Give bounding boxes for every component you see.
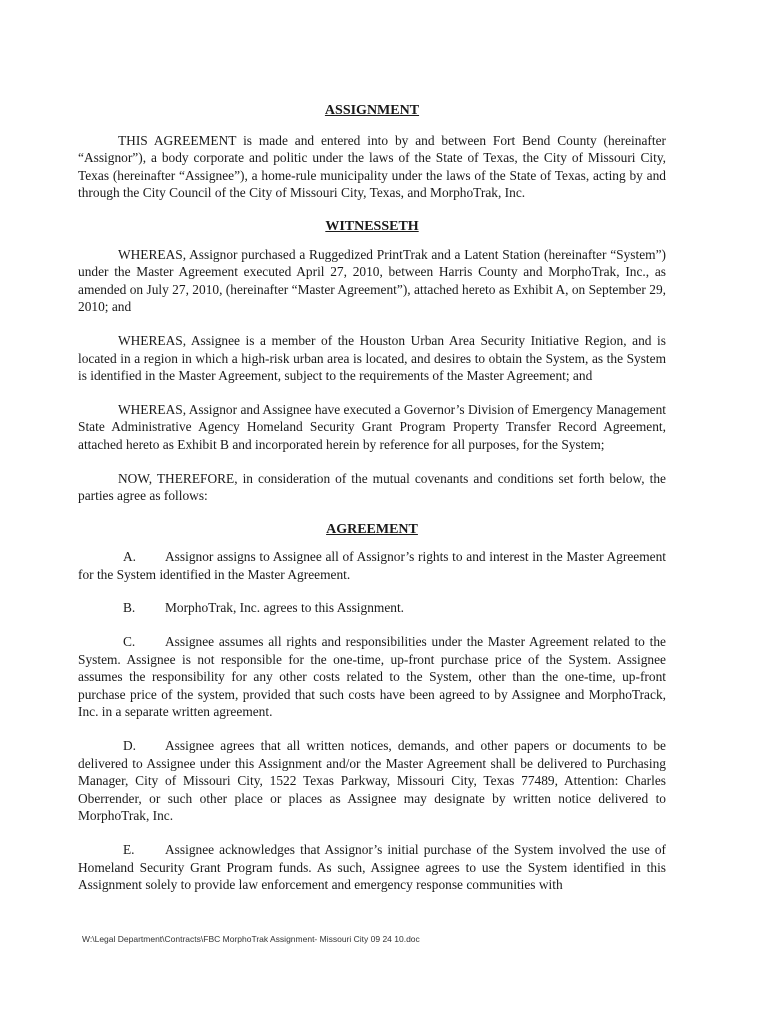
clause-e-label: E. [123,842,135,857]
clause-b-label: B. [123,600,136,616]
witnesseth-heading: WITNESSETH [325,218,419,234]
clause-c-label: C. [123,634,136,650]
clause-a-label: A. [123,549,137,565]
clause-d-label: D. [123,738,137,754]
agreement-heading: AGREEMENT [326,521,418,537]
clause-c-text: Assignee assumes all rights and responsibilities under the Master Agreement related to the System. Assignee is not responsible for the one-time, up-front purchase price of the System. Assignee assumes the responsibility for any other costs related to the System, other than the one-time, up-front purchase price of the system, provided that such costs have been agreed to by Assignee and MorphoTrack, Inc. in a separate written agreement. [78,634,666,720]
clause-a-text: Assignor assigns to Assignee all of Assignor’s rights to and interest in the Master Agreement for the System identified in the Master Agreement. [78,549,666,582]
clause-b [78,599,666,617]
whereas-paragraph-1: WHEREAS, Assignor purchased a Ruggedized PrintTrak and a Latent Station (hereinafter “System”) under the Master Agreement executed April 27, 2010, between Harris County and MorphoTrak, Inc., as amended on July 27, 2010, (hereinafter “Master Agreement”), attached hereto as Exhibit A, on September 29, 2010; and [78,246,666,315]
clause-e [78,841,666,894]
clause-c [78,633,666,721]
document-body [78,102,666,910]
now-therefore-paragraph: NOW, THEREFORE, in consideration of the mutual covenants and conditions set forth below, the parties agree as follows: [78,470,666,504]
clause-e-text: Assignee acknowledges that Assignor’s initial purchase of the System involved the use of Homeland Security Grant Program funds. As such, Assignee agrees to use the System identified in this Assignment solely to provide law enforcement and emergency response communities with [78,842,666,893]
clause-d-text: Assignee agrees that all written notices, demands, and other papers or documents to be delivered to Assignee under this Assignment and/or the Master Agreement shall be delivered to Purchasing Manager, City of Missouri City, 1522 Texas Parkway, Missouri City, Texas 77489, Attention: Charles Oberrender, or such other place or places as Assignee may designate by written notice delivered to MorphoTrak, Inc. [78,738,666,824]
whereas-paragraph-3: WHEREAS, Assignor and Assignee have executed a Governor’s Division of Emergency Management State Administrative Agency Homeland Security Grant Program Property Transfer Record Agreement, attached hereto as Exhibit B and incorporated herein by reference for all purposes, for the System; [78,401,666,452]
file-path-footer: W:\Legal Department\Contracts\FBC MorphoTrak Assignment- Missouri City 09 24 10.doc [82,934,420,944]
clause-b-text: MorphoTrak, Inc. agrees to this Assignment. [165,600,405,616]
whereas-paragraph-2: WHEREAS, Assignee is a member of the Houston Urban Area Security Initiative Region, and is located in a region in which a high-risk urban area is located, and desires to obtain the System, as the System is identified in the Master Agreement, subject to the requirements of the Master Agreement; and [78,332,666,384]
clause-d [78,737,666,825]
intro-paragraph: THIS AGREEMENT is made and entered into by and between Fort Bend County (hereinafter “Assignor”), a body corporate and politic under the laws of the State of Texas, the City of Missouri City, Texas (hereinafter “Assignee”), a home-rule municipality under the laws of the State of Texas, acting by and through the City Council of the City of Missouri City, Texas, and MorphoTrak, Inc. [78,132,666,201]
clause-a [78,548,666,583]
document-title: ASSIGNMENT [324,103,420,118]
